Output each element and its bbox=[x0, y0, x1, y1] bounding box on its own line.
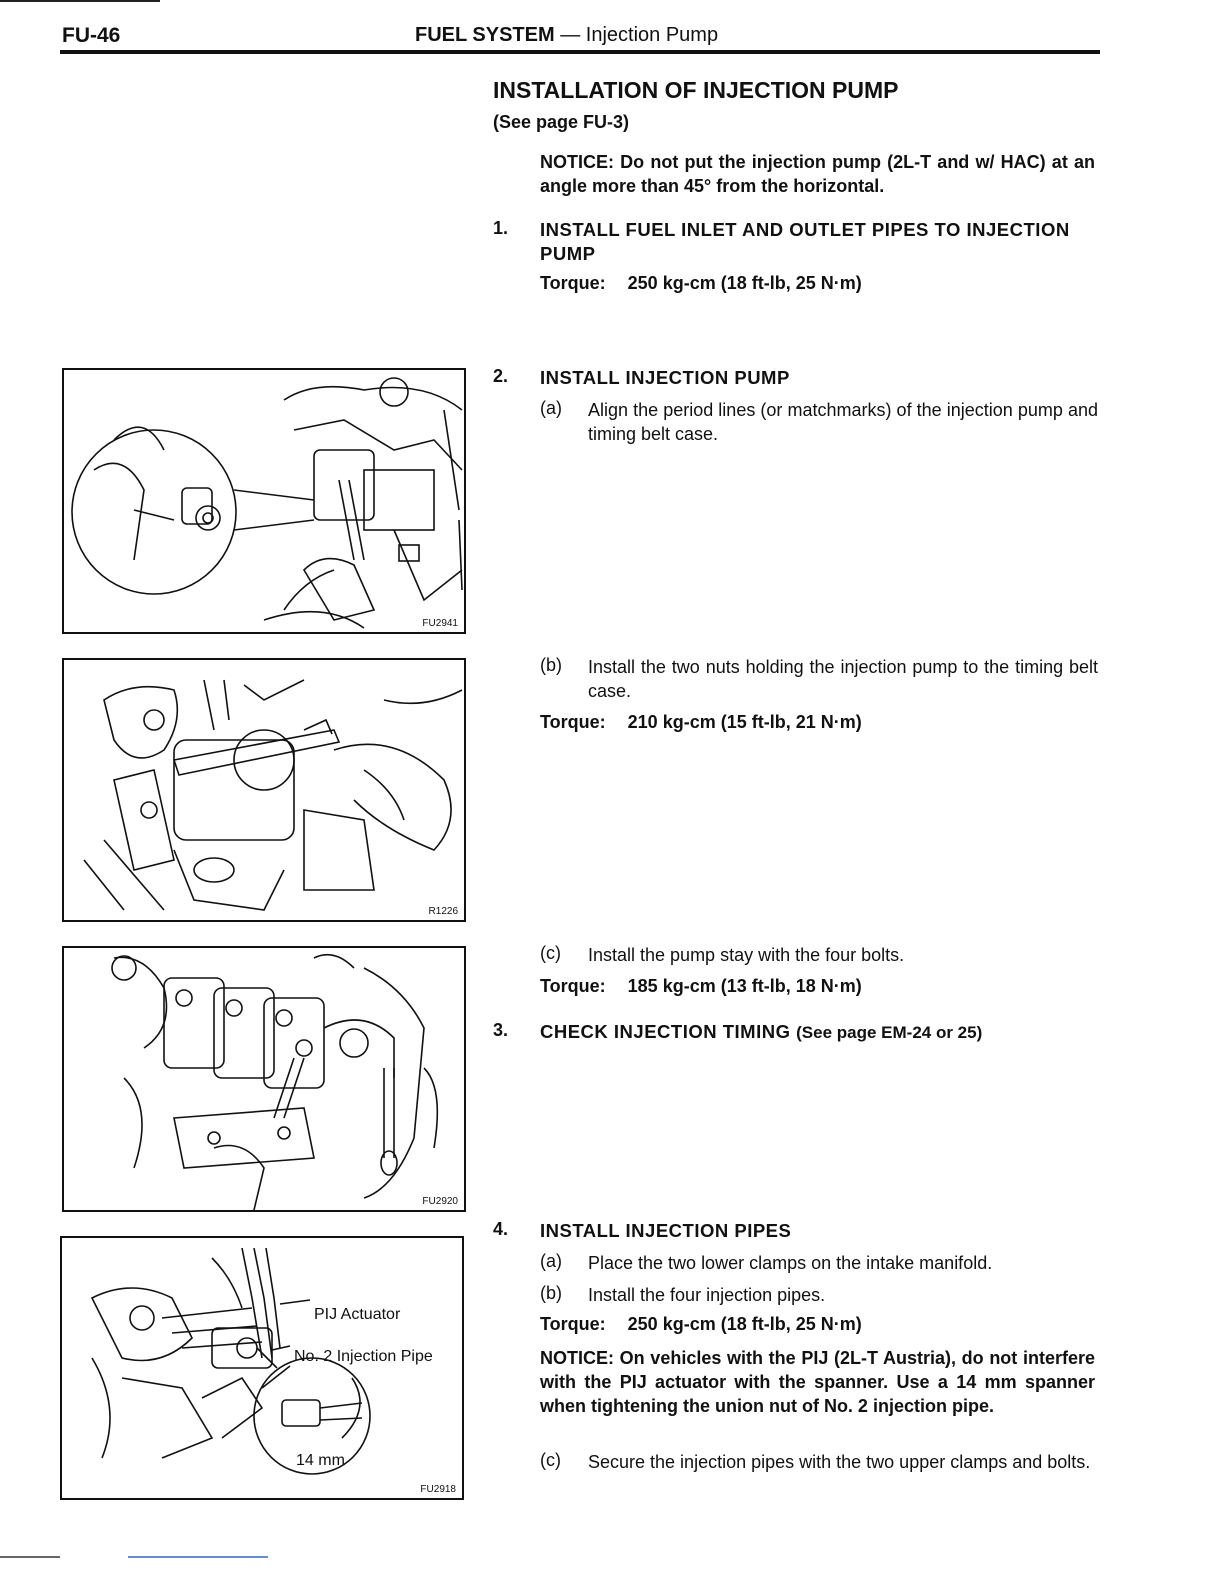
figure-code: FU2920 bbox=[422, 1196, 458, 1207]
figure-pump-stay bbox=[62, 946, 466, 1212]
step-1-number: 1. bbox=[493, 218, 509, 238]
step-3-ref: (See page EM-24 or 25) bbox=[796, 1023, 983, 1042]
step-1-title: INSTALL FUEL INLET AND OUTLET PIPES TO INJECTION PUMP bbox=[540, 219, 1070, 264]
figure-align-marks bbox=[62, 368, 466, 634]
page-number: FU-46 bbox=[62, 24, 121, 47]
step-2b-torque bbox=[540, 712, 862, 733]
step-2a-text: Align the period lines (or matchmarks) of the injection pump and timing belt case. bbox=[588, 400, 1098, 444]
step-2c-torque bbox=[540, 976, 862, 997]
step-4b-label: (b) bbox=[540, 1283, 562, 1303]
figure-code: FU2918 bbox=[420, 1484, 456, 1495]
step-4b-text: Install the four injection pipes. bbox=[588, 1285, 826, 1305]
engine-illustration bbox=[64, 660, 464, 920]
step-4a-label: (a) bbox=[540, 1251, 562, 1271]
step-2-number: 2. bbox=[493, 366, 509, 386]
step-2b-text: Install the two nuts holding the injection pump to the timing belt case. bbox=[588, 657, 1098, 701]
notice-pij: NOTICE: On vehicles with the PIJ (2L-T Austria), do not interfere with the PIJ actuator with the spanner. Use a 14 mm spanner when tightening the union nut of No. 2 injection pipe. bbox=[540, 1348, 1095, 1416]
step-2c-text: Install the pump stay with the four bolts. bbox=[588, 945, 905, 965]
page-top-rule bbox=[0, 0, 160, 2]
figure-injection-pipes bbox=[60, 1236, 464, 1500]
engine-illustration bbox=[64, 948, 464, 1210]
step-3-title bbox=[540, 1020, 1095, 1045]
torque-label: Torque: bbox=[540, 1314, 606, 1334]
page-bottom-rule bbox=[0, 1556, 60, 1558]
step-2b-label: (b) bbox=[540, 655, 562, 675]
torque-value: 185 kg-cm (13 ft-lb, 18 N·m) bbox=[627, 976, 862, 996]
header-rule bbox=[60, 50, 1100, 54]
torque-value: 250 kg-cm (18 ft-lb, 25 N·m) bbox=[627, 1314, 862, 1334]
page-bottom-blue-rule bbox=[128, 1556, 268, 1558]
step-4-title: INSTALL INJECTION PIPES bbox=[540, 1220, 792, 1241]
torque-label: Torque: bbox=[540, 712, 606, 732]
see-page-ref: (See page FU-3) bbox=[493, 112, 630, 132]
figure-install-nuts bbox=[62, 658, 466, 922]
step-2a-label: (a) bbox=[540, 398, 562, 418]
running-header bbox=[415, 24, 718, 47]
header-subsection: Injection Pump bbox=[585, 24, 719, 46]
torque-value: 250 kg-cm (18 ft-lb, 25 N·m) bbox=[627, 273, 862, 293]
torque-value: 210 kg-cm (15 ft-lb, 21 N·m) bbox=[627, 712, 862, 732]
header-separator: — bbox=[554, 24, 586, 46]
engine-illustration bbox=[62, 1238, 462, 1498]
header-section: FUEL SYSTEM bbox=[415, 24, 555, 46]
engine-illustration bbox=[64, 370, 464, 632]
step-4c-label: (c) bbox=[540, 1450, 561, 1470]
figure-code: FU2941 bbox=[422, 618, 458, 629]
page-title: INSTALLATION OF INJECTION PUMP bbox=[493, 77, 899, 103]
notice-angle: NOTICE: Do not put the injection pump (2L-T and w/ HAC) at an angle more than 45° from the horizontal. bbox=[540, 152, 1095, 196]
step-4c-text: Secure the injection pipes with the two upper clamps and bolts. bbox=[588, 1452, 1091, 1472]
label-no2-injection-pipe: No. 2 Injection Pipe bbox=[294, 1348, 433, 1365]
step-3-title-text: CHECK INJECTION TIMING bbox=[540, 1021, 791, 1042]
step-4-torque bbox=[540, 1314, 862, 1335]
step-3-number: 3. bbox=[493, 1020, 509, 1040]
step-4a-text: Place the two lower clamps on the intake manifold. bbox=[588, 1253, 993, 1273]
figure-code: R1226 bbox=[428, 906, 458, 917]
step-1-torque bbox=[540, 273, 862, 294]
torque-label: Torque: bbox=[540, 273, 606, 293]
step-4-number: 4. bbox=[493, 1219, 509, 1239]
label-pij-actuator: PIJ Actuator bbox=[314, 1306, 401, 1323]
step-2-title: INSTALL INJECTION PUMP bbox=[540, 367, 790, 388]
torque-label: Torque: bbox=[540, 976, 606, 996]
label-spanner-size: 14 mm bbox=[296, 1452, 345, 1469]
step-2c-label: (c) bbox=[540, 943, 561, 963]
